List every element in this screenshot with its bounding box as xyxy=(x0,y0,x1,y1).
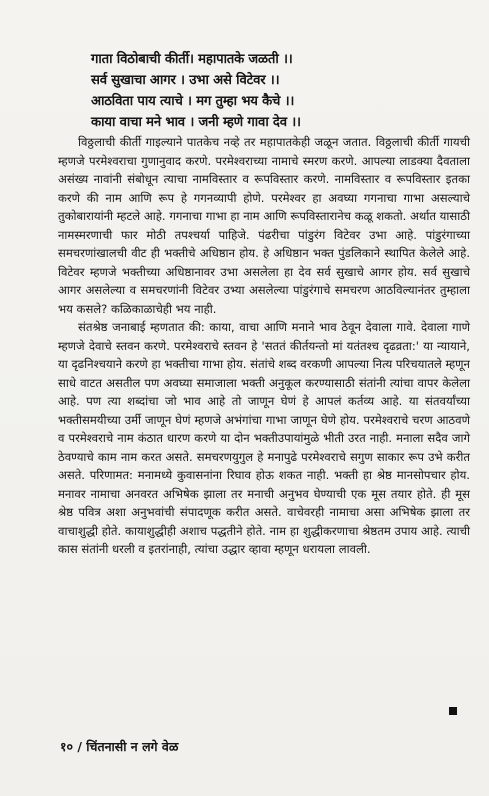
end-square-icon xyxy=(449,707,457,715)
abhang-verses xyxy=(91,49,431,133)
verse-line: सर्व सुखाचा आगर । उभा असे विटेवर ।। xyxy=(91,73,280,88)
paragraph: विठ्ठलाची कीर्ती गाइल्याने पातकेच नव्हे तर महापातकेही जळून जतात. विठ्ठलाची कीर्ती गायची म्हणजे परमेश्वराचा गुणानुवाद करणे. परमेश्वराच्या नामाचे स्मरण करणे. आपल्या लाडक्या दैवताला असंख्य नावांनी संबोधून त्याचा नामविस्तार व रूपविस्तार करणे. नामविस्तार व रूपविस्तार इतका करणे की नाम आणि रूप हे गगनव्यापी होणे. परमेश्वर हा अवघ्या गगनाचा गाभा असल्याचे तुकोबारायांनी म्हटले आहे. गगनाचा गाभा हा नाम आणि रूपविस्तारानेच कळू शकतो. अर्थात यासाठी नामस्मरणाची फार मोठी तपश्चर्या पाहिजे. पंढरीचा पांडुरंग विटेवर उभा आहे. पांडुरंगाच्या समचरणांखालची वीट ही भक्तीचे अधिष्ठान होय. हे अधिष्ठान भक्त पुंडलिकाने स्थापित केलेले आहे. विटेवर म्हणजे भक्तीच्या अधिष्ठानावर उभा असलेला हा देव सर्व सुखाचे आगर होय. सर्व सुखाचे आगर असलेल्या व समचरणांनी विटेवर उभ्या असलेल्या पांडुरंगाचे समचरण आठविल्यानंतर तुम्हाला भय कसले? कळिकाळाचेही भय नाही. xyxy=(58,135,470,316)
verse-line: गाता विठोबाची कीर्ती। महापातके जळती ।। xyxy=(91,52,293,67)
paragraph: संतश्रेष्ठ जनाबाई म्हणतात की: काया, वाचा आणि मनाने भाव ठेवून देवाला गावे. देवाला गाणे म्हणजे देवाचे स्तवन करणे. परमेश्वराचे स्तवन हे 'सततं कीर्तयन्तो मां यतंतश्च दृढव्रता:' या न्यायाने, या दृढनिश्चयाने करणे हा भक्तीचा गाभा होय. संतांचे शब्द वरकणी आपल्या नित्य परिचयातले म्हणून साधे वाटत असतील पण अवघ्या समाजाला भक्ती अनुकूल करण्यासाठी संतांनी त्यांचा वापर केलेला आहे. पण त्या शब्दांचा जो भाव आहे तो जाणून घेणं हे आपलं कर्तव्य आहे. या संतवर्यांच्या भक्तीसमयीच्या उर्मी जाणून घेणं म्हणजे अभंगांचा गाभा जाणून घेणे होय. परमेश्वराचे चरण आठवणे व परमेश्वराचे नाम कंठात धारण करणे या दोन भक्तीउपायांमुळे भीती उरत नाही. मनाला सदैव जागे ठेवण्याचे काम नाम करत असते. समचरणयुगुल हे मनापुढे परमेश्वराचे सगुण साकार रूप उभे करीत असते. परिणामत: मनामध्ये कुवासनांना रिघाव होऊ शकत नाही. भक्ती हा श्रेष्ठ मानसोपचार होय. मनावर नामाचा अनवरत अभिषेक झाला तर मनाची अनुभव घेण्याची एक मूस तयार होते. ही मूस श्रेष्ठ पवित्र अशा अनुभवांची संपादणूक करीत असते. वाचेवरही नामाचा असा अभिषेक झाला तर वाचाशुद्धी होते. कायाशुद्धीही अशाच पद्धतीने होते. नाम हा शुद्धीकरणाचा श्रेष्ठतम उपाय आहे. त्याची कास संतांनी धरली व इतरांनाही, त्यांचा उद्धार व्हावा म्हणून धरायला लावली. xyxy=(58,320,470,556)
verse-line: काया वाचा मने भाव । जनी म्हणे गावा देव ।। xyxy=(91,115,301,130)
commentary-text xyxy=(58,133,470,559)
page-footer: १० / चिंतनासी न लगे वेळ xyxy=(60,739,179,754)
verse-line: आठविता पाय त्याचे । मग तुम्हा भय कैचे ।। xyxy=(91,94,295,109)
